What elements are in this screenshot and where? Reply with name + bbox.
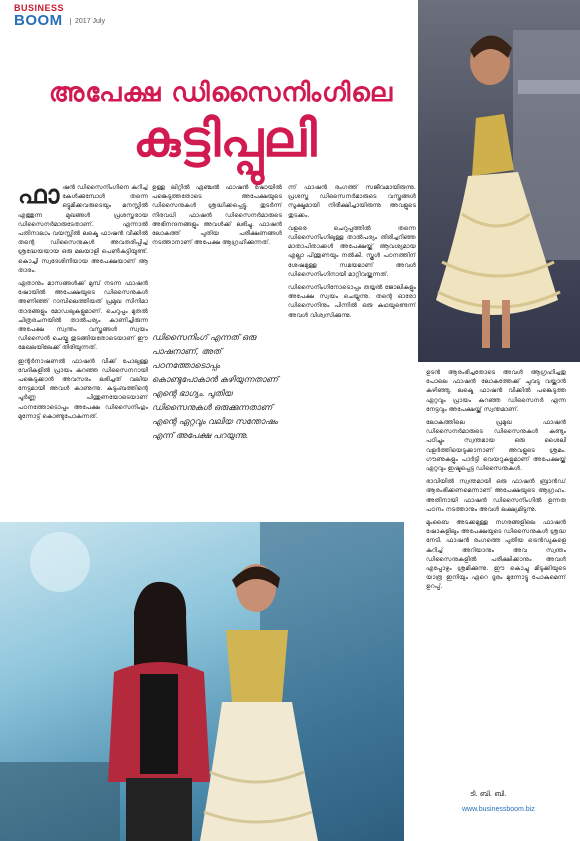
- author-signature: ടി. ബി. ബി.: [470, 790, 507, 798]
- paragraph: ഉള്ള ലിറ്റിൽ ഏഞ്ചൽ ഫാഷൻ ഷോയിൽ പങ്കെടുത്തതോടെ അപേക്ഷയുടെ ഡിസൈനുകൾ ശ്രദ്ധിക്കപ്പെട്ടു. തുടർന്ന് നിരവധി ഫാഷൻ ഡിസൈനർമാരുടെ അഭിനന്ദനങ്ങളും അവൾക്ക് ലഭിച്ചു. ഫാഷൻ ലോകത്ത് പുതിയ പരീക്ഷണങ്ങൾ നടത്താനാണ് അപേക്ഷ ആഗ്രഹിക്കുന്നത്.: [152, 184, 282, 247]
- logo-bottom: BOOM: [14, 12, 63, 29]
- headline-line1: അപേക്ഷ ഡിസൈനിംഗിലെ: [48, 78, 394, 108]
- paragraph: ന്ന് ഫാഷൻ രംഗത്ത് സജീവമായിരുന്നു. പ്രശസ്ത ഡിസൈനർമാരുടെ വസ്ത്രങ്ങൾ സൂക്ഷ്മമായി നിരീക്ഷിച്ചായിരുന്നു അവളുടെ തുടക്കം.: [288, 184, 416, 219]
- paragraph: ഡിസൈനിംഗിനോടൊപ്പം തയ്യൽ ജോലികളും അപേക്ഷ സ്വയം ചെയ്യുന്നു. തന്റെ ഓരോ ഡിസൈനിനും പിന്നിൽ ഒരു കഥയുണ്ടെന്ന് അവൾ വിശ്വസിക്കുന്നു.: [288, 284, 416, 319]
- website-url: www.businessboom.biz: [462, 806, 535, 813]
- paragraph: ലോകത്തിലെ പ്രമുഖ ഫാഷൻ ഡിസൈനർമാരുടെ ഡിസൈനുകൾ കണ്ടും പഠിച്ചും സ്വന്തമായ ഒരു ശൈലി വളർത്തിയെടുക്കാനാണ് അവളുടെ ശ്രമം. ഗൗണുകളും പാർട്ടി വെയറുകളുമാണ് അപേക്ഷയ്ക്ക് ഏറ്റവും ഇഷ്ടപ്പെട്ട ഡിസൈനുകൾ.: [426, 419, 566, 473]
- logo-top: BUSINESS: [14, 3, 65, 13]
- paragraph: മുംബൈ അടക്കമുള്ള നഗരങ്ങളിലെ ഫാഷൻ ഷോകളിലും അപേക്ഷയുടെ ഡിസൈനുകൾ ശ്രദ്ധ നേടി. ഫാഷൻ രംഗത്തെ പുതിയ ട്രെൻഡുകളെ കുറിച്ച് അറിയാനും അവ സ്വന്തം ഡിസൈനുകളിൽ പരീക്ഷിക്കാനും അവൾ എപ്പോഴും ശ്രമിക്കുന്നു. ഈ കൊച്ചു മിടുക്കിയുടെ യാത്ര ഇനിയും ഏറെ ദൂരം മുന്നോട്ടു പോകുമെന്ന് ഉറപ്പ്.: [426, 519, 566, 591]
- designer-photo-illustration: [0, 522, 404, 841]
- paragraph: ഇന്റർനാഷണൽ ഫാഷൻ വീക്ക് പോലുള്ള വേദികളിൽ പ്രായം കുറഞ്ഞ ഡിസൈനറായി പങ്കെടുക്കാൻ അവസരം ലഭിച്ചത് വലിയ നേട്ടമായി അവൾ കാണുന്നു. കുടുംബത്തിന്റെ പൂർണ്ണ പിന്തുണയോടെയാണ് പഠനത്തോടൊപ്പം അപേക്ഷ ഡിസൈനിംഗും മുന്നോട്ട് കൊണ്ടുപോകുന്നത്.: [18, 357, 148, 420]
- article-column-4: [426, 368, 566, 786]
- masthead: [14, 4, 105, 38]
- paragraph: വളരെ ചെറുപ്പത്തിൽ തന്നെ ഡിസൈനിംഗിലുള്ള താൽപര്യം തിരിച്ചറിഞ്ഞ മാതാപിതാക്കൾ അപേക്ഷയ്ക്ക് ആവശ്യമായ എല്ലാ പിന്തുണയും നൽകി. സ്കൂൾ പഠനത്തിന് ശേഷമുള്ള സമയമാണ് അവൾ ഡിസൈനിംഗിനായി മാറ്റിവയ്ക്കുന്നത്.: [288, 224, 416, 278]
- issue-date: 2017 July: [70, 18, 105, 25]
- article-column-2: [152, 183, 282, 328]
- runway-photo: [418, 0, 580, 362]
- paragraph: ഏതാനും മാസങ്ങൾക്ക് മുമ്പ് നടന്ന ഫാഷൻ ഷോയിൽ അപേക്ഷയുടെ ഡിസൈനുകൾ അണിഞ്ഞ് റാമ്പിലെത്തിയത് പ്രമുഖ സിനിമാ താരങ്ങളും മോഡലുകളുമാണ്. ചെറുപ്പം മുതൽ ചിത്രരചനയിൽ താൽപര്യം കാണിച്ചിരുന്ന അപേക്ഷ സ്വന്തം വസ്ത്രങ്ങൾ സ്വയം ഡിസൈൻ ചെയ്തു തുടങ്ങിയതോടെയാണ് ഈ മേഖലയിലേക്ക് തിരിയുന്നത്.: [18, 280, 148, 352]
- pull-quote: ഡിസൈനിംഗ് എന്നത് ഒരു പാഷനാണ്, അത് പഠനത്തോടൊപ്പം കൊണ്ടുപോകാൻ കഴിയുന്നതാണ് എന്റെ ഭാഗ്യം. പുതിയ ഡിസൈനുകൾ ഒരുക്കുന്നതാണ് എന്റെ ഏറ്റവും വലിയ സന്തോഷം എന്ന് അപേക്ഷ പറയുന്നു.: [152, 332, 278, 440]
- headline-line2: കുട്ടിപ്പുലി: [133, 110, 317, 168]
- runway-photo-illustration: [418, 0, 580, 362]
- drop-cap: ഫാ: [18, 183, 60, 209]
- paragraph: ഭാവിയിൽ സ്വന്തമായി ഒരു ഫാഷൻ ബ്രാൻഡ് ആരംഭിക്കണമെന്നാണ് അപേക്ഷയുടെ ആഗ്രഹം. അതിനായി ഫാഷൻ ഡിസൈനിംഗിൽ ഉന്നത പഠനം നടത്താനും അവൾ ലക്ഷ്യമിടുന്നു.: [426, 478, 566, 513]
- publication-logo: [14, 4, 64, 28]
- paragraph: ഉടൻ ആരംഭിച്ചതോടെ അവൾ ആഗ്രഹിച്ചതു പോലെ ഫാഷൻ ലോകത്തേക്ക് ചുവടു വയ്ക്കാൻ കഴിഞ്ഞു. ലക്മെ ഫാഷൻ വീക്കിൽ പങ്കെടുത്ത ഏറ്റവും പ്രായം കുറഞ്ഞ ഡിസൈനർ എന്ന നേട്ടവും അപേക്ഷയ്ക്ക് സ്വന്തമാണ്.: [426, 369, 566, 413]
- article-column-1: [18, 183, 148, 518]
- designer-photo: [0, 522, 404, 841]
- article-column-3: [288, 183, 416, 373]
- paragraph: ഷൻ ഡിസൈനിംഗിനെ കുറിച്ച് കേൾക്കുമ്പോൾ തന്നെ ഒട്ടുമിക്കവരുടെയും മനസ്സിൽ എത്തുന്ന മുഖങ്ങൾ പ്രശസ്തരായ ഡിസൈനർമാരുടേതാണ്. എന്നാൽ പതിനാലാം വയസ്സിൽ ലക്മെ ഫാഷൻ വീക്കിൽ തന്റെ ഡിസൈനുകൾ അവതരിപ്പിച്ച് ശ്രദ്ധേയയായ ഒരു മലയാളി പെൺകുട്ടിയുണ്ട്. കൊച്ചി സ്വദേശിനിയായ അപേക്ഷയാണ് ആ താരം.: [18, 184, 148, 274]
